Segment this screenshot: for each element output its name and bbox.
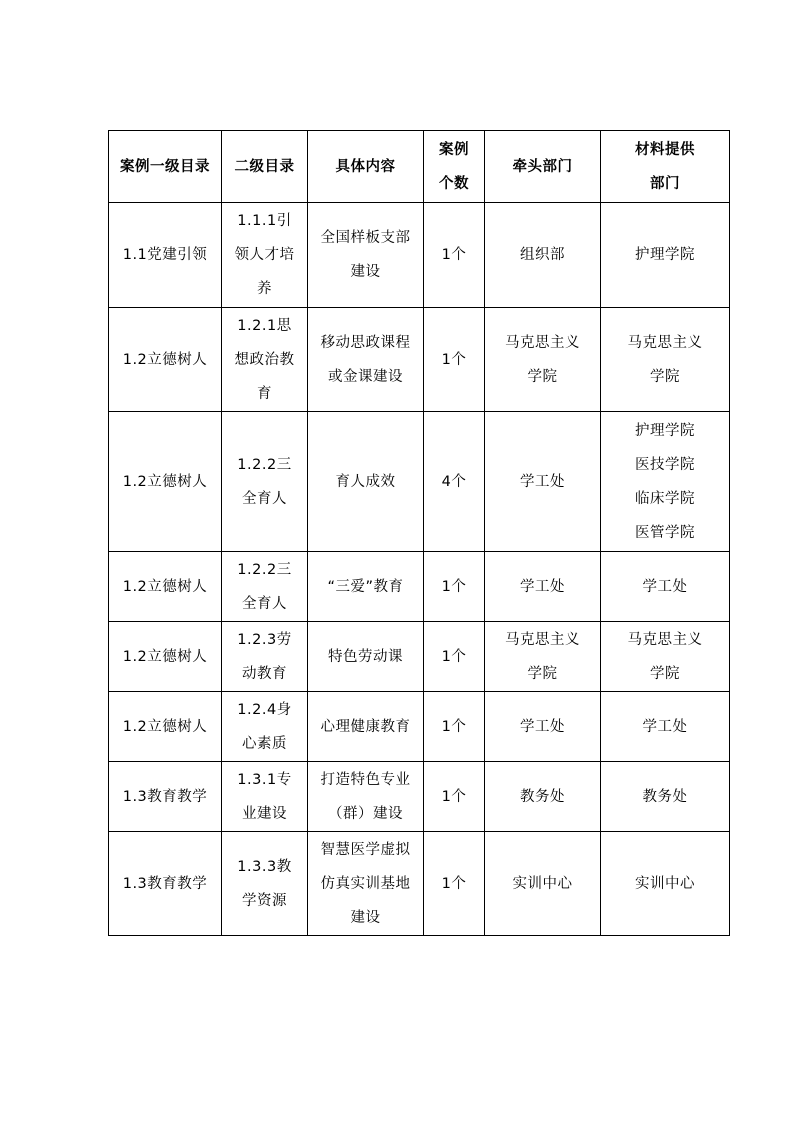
cell-provider-dept: 马克思主义 学院 [601,308,730,412]
cell-content: 育人成效 [308,412,424,552]
cell-content: 打造特色专业 （群）建设 [308,762,424,832]
table-row [109,832,730,936]
cell-count: 1个 [424,552,485,622]
cell-count: 1个 [424,692,485,762]
cell-provider-dept: 教务处 [601,762,730,832]
cell-lead-dept: 学工处 [485,692,601,762]
table-row [109,692,730,762]
cell-provider-dept: 实训中心 [601,832,730,936]
table-row [109,762,730,832]
cell-content: “三爱”教育 [308,552,424,622]
table-row [109,308,730,412]
cell-content: 全国样板支部 建设 [308,203,424,308]
cell-provider-dept: 护理学院 医技学院 临床学院 医管学院 [601,412,730,552]
header-provider-dept: 材料提供 部门 [601,131,730,203]
cell-level1: 1.2立德树人 [109,622,222,692]
header-level2: 二级目录 [222,131,308,203]
case-catalog-table [108,130,730,936]
table-row [109,203,730,308]
cell-provider-dept: 护理学院 [601,203,730,308]
cell-lead-dept: 马克思主义 学院 [485,308,601,412]
cell-count: 1个 [424,203,485,308]
cell-count: 1个 [424,622,485,692]
cell-level2: 1.3.3教 学资源 [222,832,308,936]
cell-level2: 1.2.3劳 动教育 [222,622,308,692]
table-row [109,552,730,622]
cell-count: 4个 [424,412,485,552]
header-count: 案例 个数 [424,131,485,203]
cell-level1: 1.2立德树人 [109,692,222,762]
cell-lead-dept: 学工处 [485,412,601,552]
cell-lead-dept: 教务处 [485,762,601,832]
cell-level2: 1.1.1引 领人才培 养 [222,203,308,308]
header-level1: 案例一级目录 [109,131,222,203]
table-row [109,622,730,692]
cell-lead-dept: 学工处 [485,552,601,622]
cell-provider-dept: 马克思主义 学院 [601,622,730,692]
table-row [109,412,730,552]
cell-level2: 1.2.2三 全育人 [222,552,308,622]
cell-level1: 1.3教育教学 [109,762,222,832]
cell-content: 移动思政课程 或金课建设 [308,308,424,412]
cell-lead-dept: 马克思主义 学院 [485,622,601,692]
cell-lead-dept: 组织部 [485,203,601,308]
header-lead-dept: 牵头部门 [485,131,601,203]
cell-level1: 1.3教育教学 [109,832,222,936]
cell-level2: 1.3.1专 业建设 [222,762,308,832]
cell-level2: 1.2.1思 想政治教 育 [222,308,308,412]
cell-count: 1个 [424,762,485,832]
cell-level1: 1.2立德树人 [109,412,222,552]
cell-count: 1个 [424,308,485,412]
cell-content: 智慧医学虚拟 仿真实训基地 建设 [308,832,424,936]
cell-provider-dept: 学工处 [601,692,730,762]
cell-level1: 1.1党建引领 [109,203,222,308]
cell-count: 1个 [424,832,485,936]
cell-level1: 1.2立德树人 [109,308,222,412]
cell-level1: 1.2立德树人 [109,552,222,622]
cell-provider-dept: 学工处 [601,552,730,622]
cell-level2: 1.2.2三 全育人 [222,412,308,552]
cell-lead-dept: 实训中心 [485,832,601,936]
header-row [109,131,730,203]
cell-level2: 1.2.4身 心素质 [222,692,308,762]
header-content: 具体内容 [308,131,424,203]
cell-content: 特色劳动课 [308,622,424,692]
cell-content: 心理健康教育 [308,692,424,762]
